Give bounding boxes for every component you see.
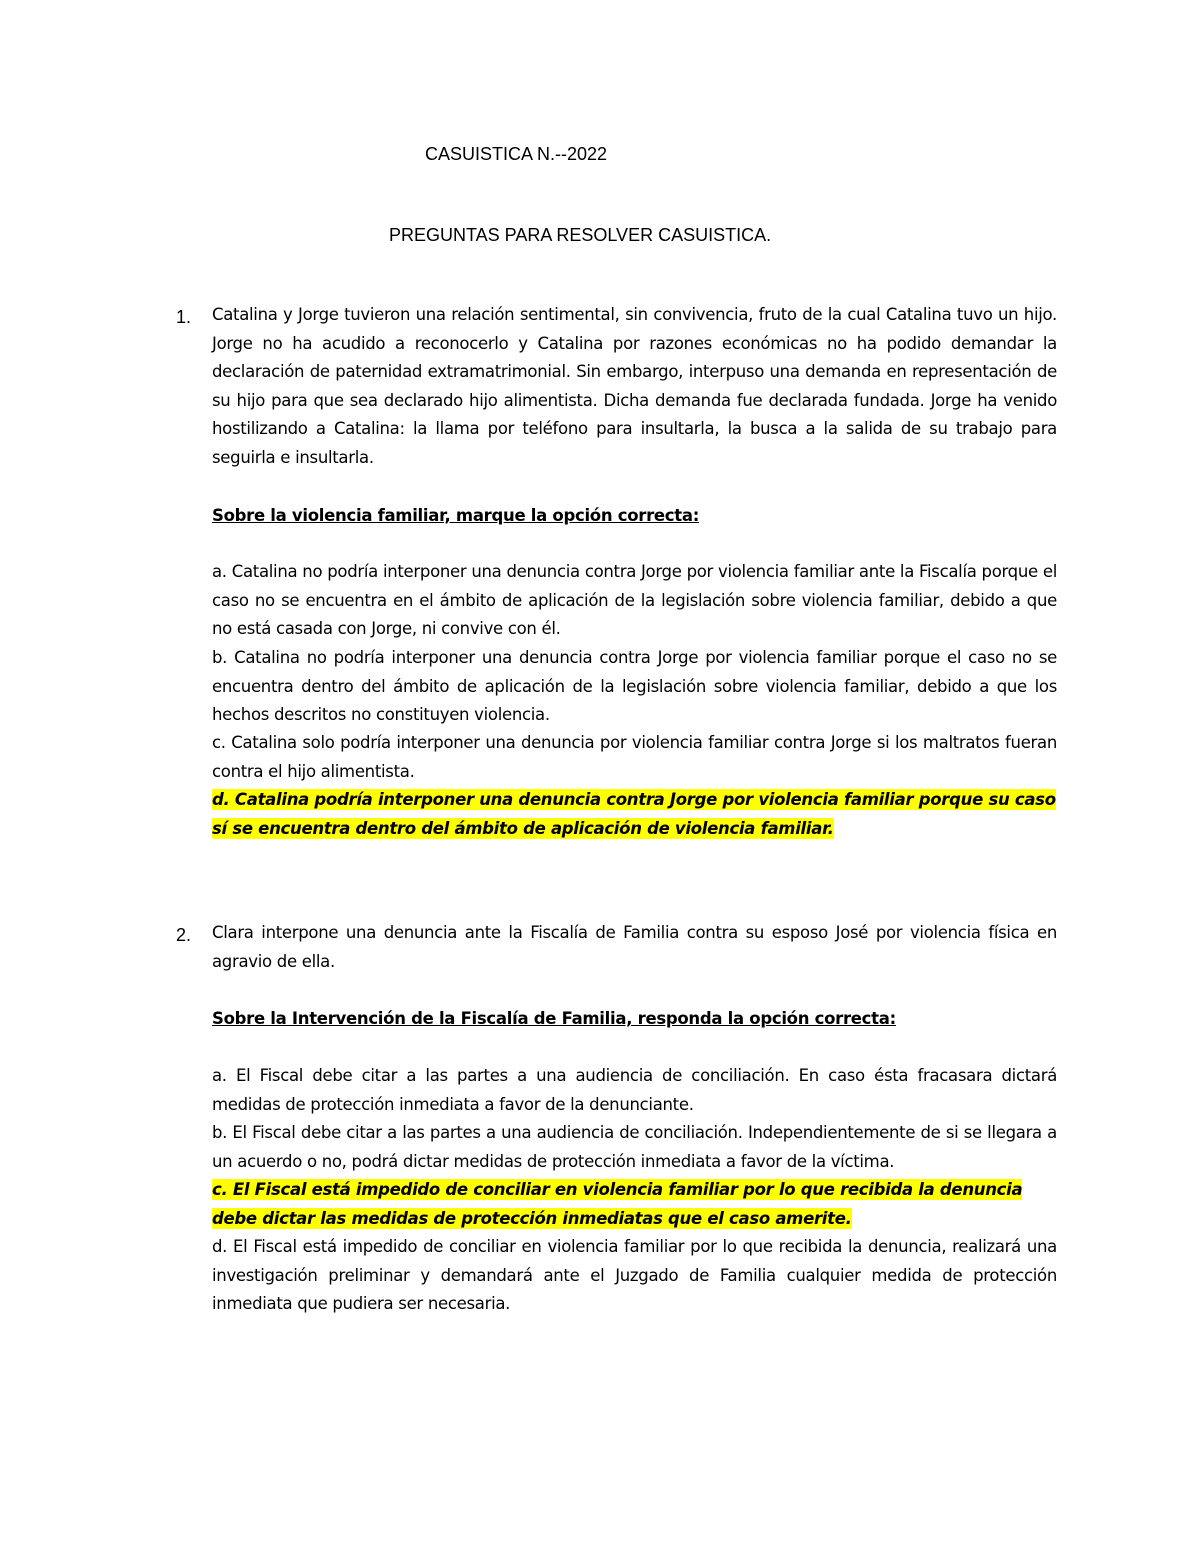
question-2-number: 2. <box>176 925 192 945</box>
question-1-option-b: b. Catalina no podría interponer una denuncia contra Jorge por violencia familiar porque el caso no se encuentra dentro del ámbito de aplicación de la legislación sobre violencia familiar, debido a que los hechos descritos no constituyen violencia. <box>212 648 1057 725</box>
question-2-prompt <box>212 1005 1057 1034</box>
question-2-statement: Clara interpone una denuncia ante la Fiscalía de Familia contra su esposo José por violencia física en agravio de ella. <box>212 923 1057 971</box>
question-1-option-d-highlight: d. Catalina podría interponer una denuncia contra Jorge por violencia familiar porque su caso sí se encuentra dentro del ámbito de aplicación de violencia familiar. <box>212 790 1056 838</box>
question-2-option-c <box>212 1176 1057 1233</box>
question-2-prompt-text: Sobre la Intervención de la Fiscalía de Familia, responda la opción correcta: <box>212 1009 896 1028</box>
question-1-option-a: a. Catalina no podría interponer una denuncia contra Jorge por violencia familiar ante la Fiscalía porque el caso no se encuentra en el ámbito de aplicación de la legislación sobre violencia familiar, debido a que no está casada con Jorge, ni convive con él. <box>212 562 1057 639</box>
question-1-option-d <box>212 786 1057 843</box>
question-2-option-a: a. El Fiscal debe citar a las partes a una audiencia de conciliación. En caso ésta fracasara dictará medidas de protección inmediata a favor de la denunciante. <box>212 1066 1057 1114</box>
question-1-statement: Catalina y Jorge tuvieron una relación sentimental, sin convivencia, fruto de la cual Catalina tuvo un hijo. Jorge no ha acudido a reconocerlo y Catalina por razones económicas no ha podido demandar la declaración de paternidad extramatrimonial. Sin embargo, interpuso una demanda en representación de su hijo para que sea declarado hijo alimentista. Dicha demanda fue declarada fundada. Jorge ha venido hostilizando a Catalina: la llama por teléfono para insultarla, la busca a la salida de su trabajo para seguirla e insultarla. <box>212 305 1057 467</box>
question-2-option-b: b. El Fiscal debe citar a las partes a una audiencia de conciliación. Independientemente de si se llegara a un acuerdo o no, podrá dictar medidas de protección inmediata a favor de la víctima. <box>212 1123 1057 1171</box>
question-1-prompt <box>212 502 1057 531</box>
question-2-option-c-highlight: c. El Fiscal está impedido de conciliar en violencia familiar por lo que recibida la denuncia debe dictar las medidas de protección inmediatas que el caso amerite. <box>212 1180 1023 1228</box>
question-1-option-c: c. Catalina solo podría interponer una denuncia por violencia familiar contra Jorge si los maltratos fueran contra el hijo alimentista. <box>212 733 1057 781</box>
question-1-prompt-text: Sobre la violencia familiar, marque la opción correcta: <box>212 506 700 525</box>
document-subtitle: PREGUNTAS PARA RESOLVER CASUISTICA. <box>389 225 772 245</box>
question-1-number: 1. <box>176 307 192 327</box>
document-title: CASUISTICA N.--2022 <box>425 144 608 164</box>
question-2-option-d: d. El Fiscal está impedido de conciliar en violencia familiar por lo que recibida la denuncia, realizará una investigación preliminar y demandará ante el Juzgado de Familia cualquier medida de protección inmediata que pudiera ser necesaria. <box>212 1237 1057 1314</box>
